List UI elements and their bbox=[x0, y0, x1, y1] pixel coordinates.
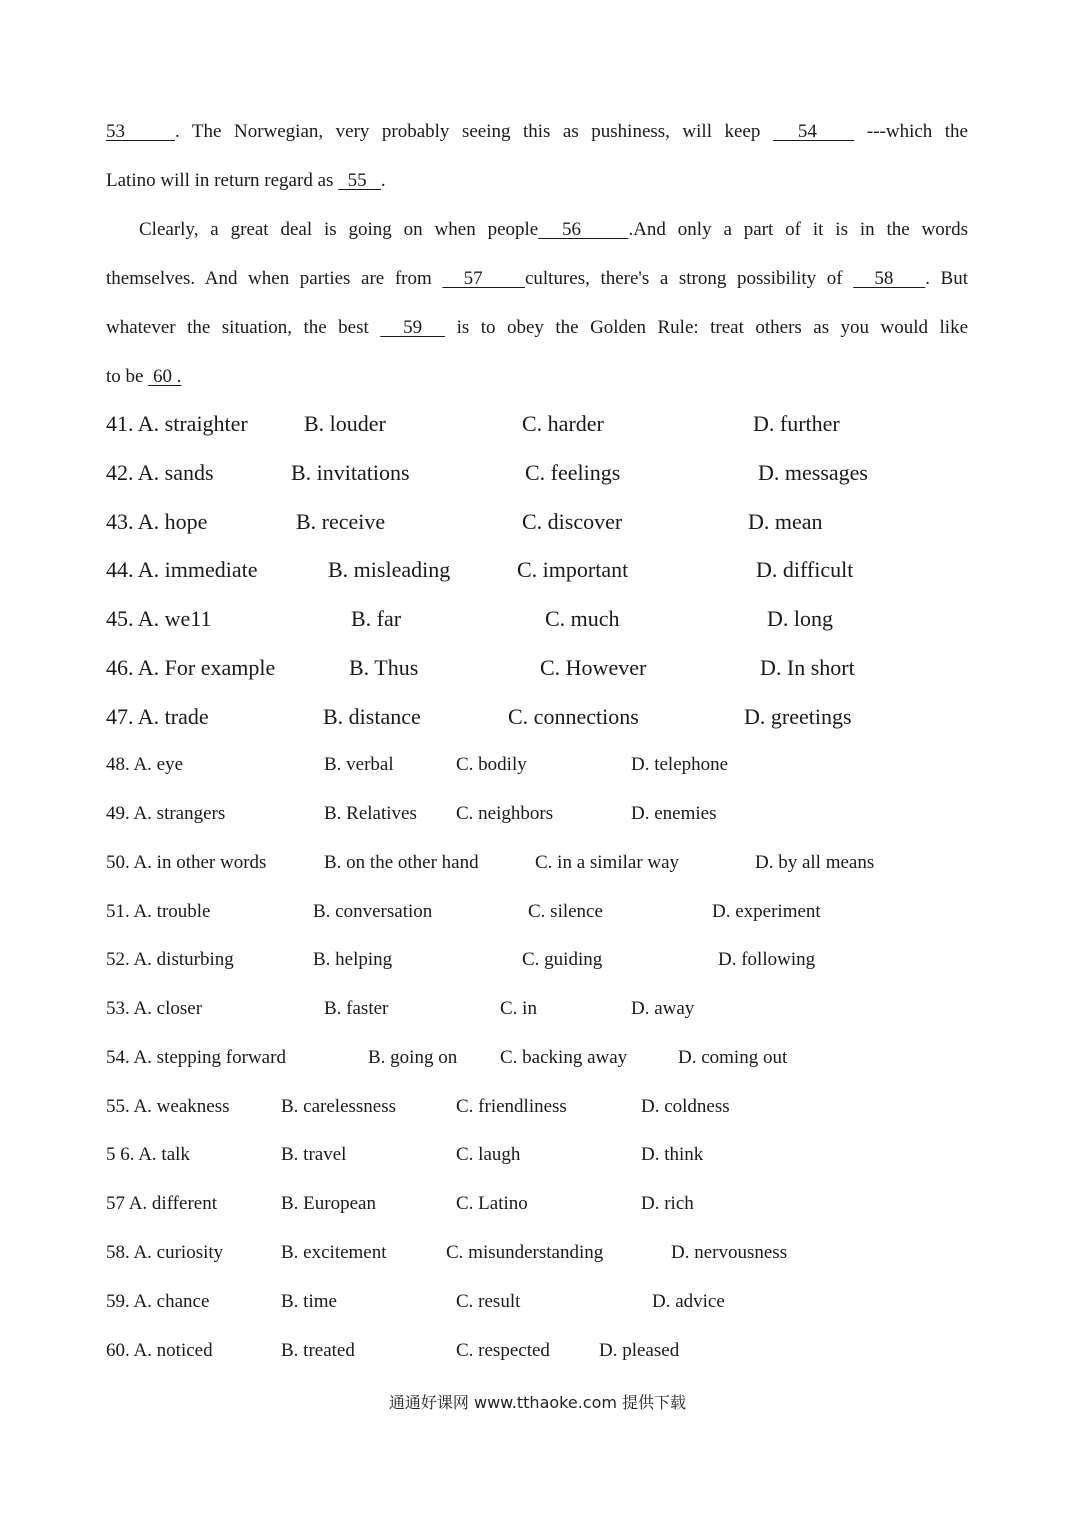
option-a: 42. A. sands bbox=[106, 460, 214, 485]
blank-58: 58 bbox=[853, 268, 926, 289]
option-c: C. harder bbox=[522, 411, 604, 436]
option-c: C. friendliness bbox=[456, 1096, 567, 1117]
option-a: 57 A. different bbox=[106, 1193, 217, 1214]
option-c: C. Latino bbox=[456, 1193, 528, 1214]
option-a: 52. A. disturbing bbox=[106, 949, 234, 970]
option-b: B. going on bbox=[368, 1047, 458, 1068]
option-a: 43. A. hope bbox=[106, 509, 208, 534]
option-c: C. discover bbox=[522, 509, 623, 534]
option-c: C. in bbox=[500, 998, 537, 1019]
option-a: 44. A. immediate bbox=[106, 557, 258, 582]
option-d: D. advice bbox=[652, 1291, 725, 1312]
option-a: 46. A. For example bbox=[106, 655, 276, 680]
option-b: B. travel bbox=[281, 1144, 347, 1165]
passage-line-5: whatever the situation, the best 59 is to obey the Golden Rule: treat others as you would like bbox=[106, 317, 968, 338]
option-b: B. European bbox=[281, 1193, 376, 1214]
option-c: C. feelings bbox=[525, 460, 621, 485]
option-a: 60. A. noticed bbox=[106, 1340, 213, 1361]
option-d: D. greetings bbox=[744, 704, 852, 729]
option-a: 50. A. in other words bbox=[106, 852, 267, 873]
option-d: D. difficult bbox=[756, 557, 854, 582]
option-b: B. on the other hand bbox=[324, 852, 479, 873]
option-d: D. enemies bbox=[631, 803, 717, 824]
blank-60: 60 . bbox=[148, 366, 182, 387]
option-d: D. long bbox=[767, 606, 833, 631]
passage-line-4: themselves. And when parties are from 57 cultures, there's a strong possibility of 58 . But bbox=[106, 268, 969, 289]
option-a: 54. A. stepping forward bbox=[106, 1047, 286, 1068]
passage-line-2: Latino will in return regard as 55 . bbox=[106, 170, 386, 191]
option-b: B. misleading bbox=[328, 557, 451, 582]
option-d: D. telephone bbox=[631, 754, 729, 775]
passage-line-6: to be 60 . bbox=[106, 366, 182, 387]
option-a: 53. A. closer bbox=[106, 998, 203, 1019]
option-a: 5 6. A. talk bbox=[106, 1144, 190, 1165]
option-d: D. following bbox=[718, 949, 816, 970]
footer-download-notice: 通通好课网 www.tthaoke.com 提供下载 bbox=[388, 1393, 687, 1412]
option-b: B. Relatives bbox=[324, 803, 417, 824]
option-a: 48. A. eye bbox=[106, 754, 184, 775]
option-c: C. respected bbox=[456, 1340, 550, 1361]
option-b: B. far bbox=[351, 606, 402, 631]
option-c: C. However bbox=[540, 655, 647, 680]
option-d: D. pleased bbox=[599, 1340, 680, 1361]
option-a: 45. A. we11 bbox=[106, 606, 212, 631]
passage-line-1: 53 . The Norwegian, very probably seeing this as pushiness, will keep 54 ---which the bbox=[106, 121, 968, 142]
option-d: D. nervousness bbox=[671, 1242, 788, 1263]
option-b: B. conversation bbox=[313, 901, 433, 922]
option-d: D. mean bbox=[748, 509, 823, 534]
option-b: B. time bbox=[281, 1291, 337, 1312]
option-c: C. misunderstanding bbox=[446, 1242, 604, 1263]
option-c: C. laugh bbox=[456, 1144, 521, 1165]
option-a: 58. A. curiosity bbox=[106, 1242, 224, 1263]
passage-line-3: Clearly, a great deal is going on when people 56 .And only a part of it is in the words bbox=[139, 219, 969, 240]
option-c: C. silence bbox=[528, 901, 603, 922]
option-c: C. backing away bbox=[500, 1047, 628, 1068]
option-b: B. distance bbox=[323, 704, 421, 729]
option-b: B. receive bbox=[296, 509, 386, 534]
option-c: C. much bbox=[545, 606, 620, 631]
option-c: C. guiding bbox=[522, 949, 603, 970]
option-c: C. result bbox=[456, 1291, 521, 1312]
option-c: C. in a similar way bbox=[535, 852, 680, 873]
option-d: D. think bbox=[641, 1144, 704, 1165]
blank-53: 53 bbox=[106, 121, 176, 142]
option-b: B. faster bbox=[324, 998, 389, 1019]
option-a: 41. A. straighter bbox=[106, 411, 248, 436]
option-d: D. further bbox=[753, 411, 840, 436]
option-d: D. away bbox=[631, 998, 695, 1019]
option-b: B. verbal bbox=[324, 754, 394, 775]
option-a: 59. A. chance bbox=[106, 1291, 210, 1312]
option-d: D. In short bbox=[760, 655, 855, 680]
option-b: B. louder bbox=[304, 411, 386, 436]
option-c: C. neighbors bbox=[456, 803, 554, 824]
option-b: B. Thus bbox=[349, 655, 419, 680]
option-a: 55. A. weakness bbox=[106, 1096, 230, 1117]
blank-54: 54 bbox=[772, 121, 855, 142]
option-a: 49. A. strangers bbox=[106, 803, 226, 824]
option-b: B. carelessness bbox=[281, 1096, 397, 1117]
option-b: B. invitations bbox=[291, 460, 410, 485]
option-d: D. coldness bbox=[641, 1096, 730, 1117]
option-d: D. experiment bbox=[712, 901, 821, 922]
blank-56: 56 bbox=[538, 219, 629, 240]
option-d: D. messages bbox=[758, 460, 868, 485]
option-d: D. coming out bbox=[678, 1047, 788, 1068]
blank-57: 57 bbox=[442, 268, 525, 289]
option-a: 47. A. trade bbox=[106, 704, 209, 729]
option-b: B. excitement bbox=[281, 1242, 387, 1263]
option-c: C. important bbox=[517, 557, 629, 582]
option-d: D. rich bbox=[641, 1193, 694, 1214]
option-a: 51. A. trouble bbox=[106, 901, 211, 922]
option-b: B. treated bbox=[281, 1340, 355, 1361]
blank-55: 55 bbox=[338, 170, 381, 191]
option-b: B. helping bbox=[313, 949, 393, 970]
option-c: C. connections bbox=[508, 704, 639, 729]
option-d: D. by all means bbox=[755, 852, 875, 873]
blank-59: 59 bbox=[380, 317, 446, 338]
option-c: C. bodily bbox=[456, 754, 527, 775]
